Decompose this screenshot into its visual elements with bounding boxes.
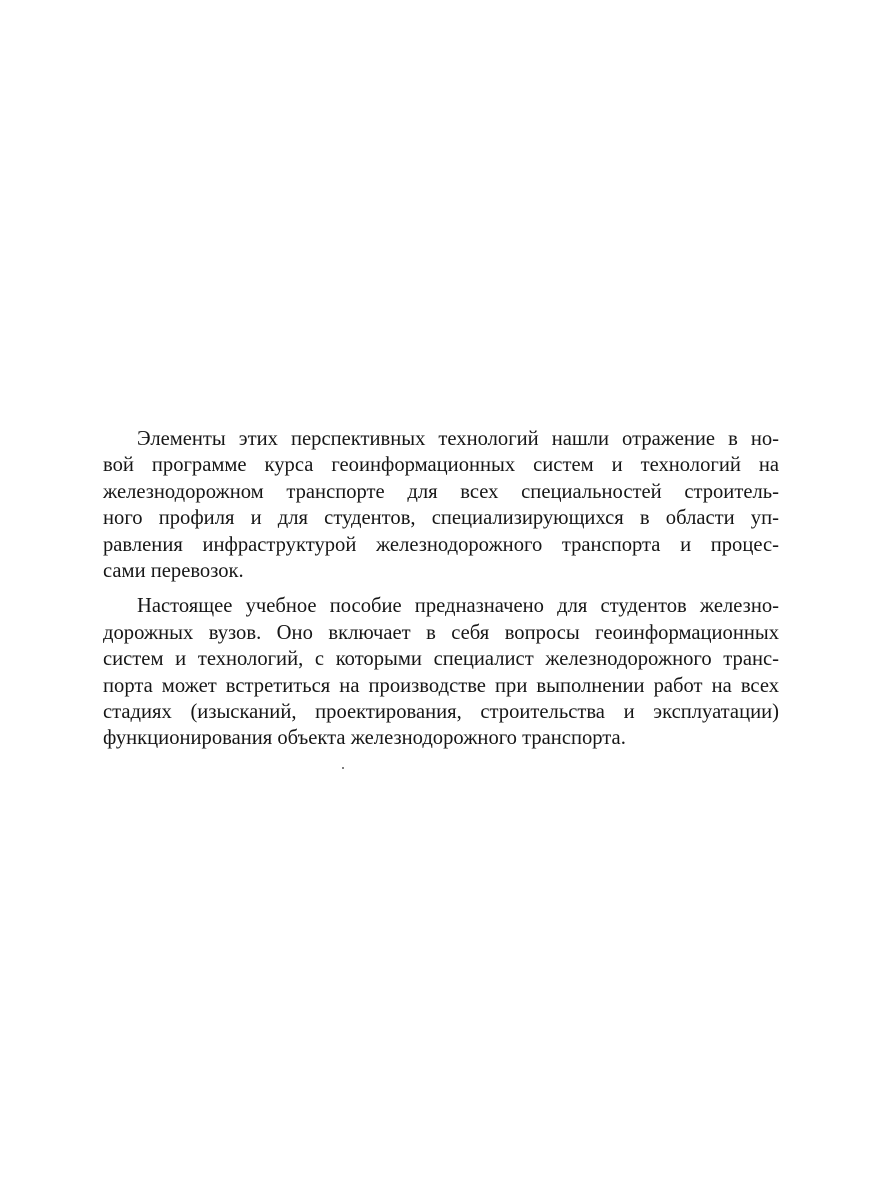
body-text (103, 426, 779, 761)
text-line: функционирования объекта железнодорожного транспорта. (103, 727, 626, 750)
text-line: вой программе курса геоинформационных систем и технологий на (103, 454, 779, 477)
scan-speck (342, 767, 344, 769)
text-line: железнодорожном транспорте для всех специальностей строитель- (103, 480, 779, 503)
text-line: сами перевозок. (103, 559, 244, 582)
text-line: Настоящее учебное пособие предназначено для студентов железно- (137, 595, 779, 618)
text-line: равления инфраструктурой железнодорожного транспорта и процес- (103, 533, 779, 556)
text-line: систем и технологий, с которыми специалист железнодорожного транс- (103, 648, 779, 671)
text-line: ного профиля и для студентов, специализирующихся в области уп- (103, 507, 779, 530)
paragraph-1 (103, 426, 779, 584)
paragraph-2 (103, 593, 779, 751)
text-line: дорожных вузов. Оно включает в себя вопросы геоинформационных (103, 621, 779, 644)
text-line: Элементы этих перспективных технологий нашли отражение в но- (137, 428, 779, 450)
text-line: порта может встретиться на производстве при выполнении работ на всех (103, 674, 779, 697)
text-line: стадиях (изысканий, проектирования, строительства и эксплуатации) (103, 700, 779, 723)
